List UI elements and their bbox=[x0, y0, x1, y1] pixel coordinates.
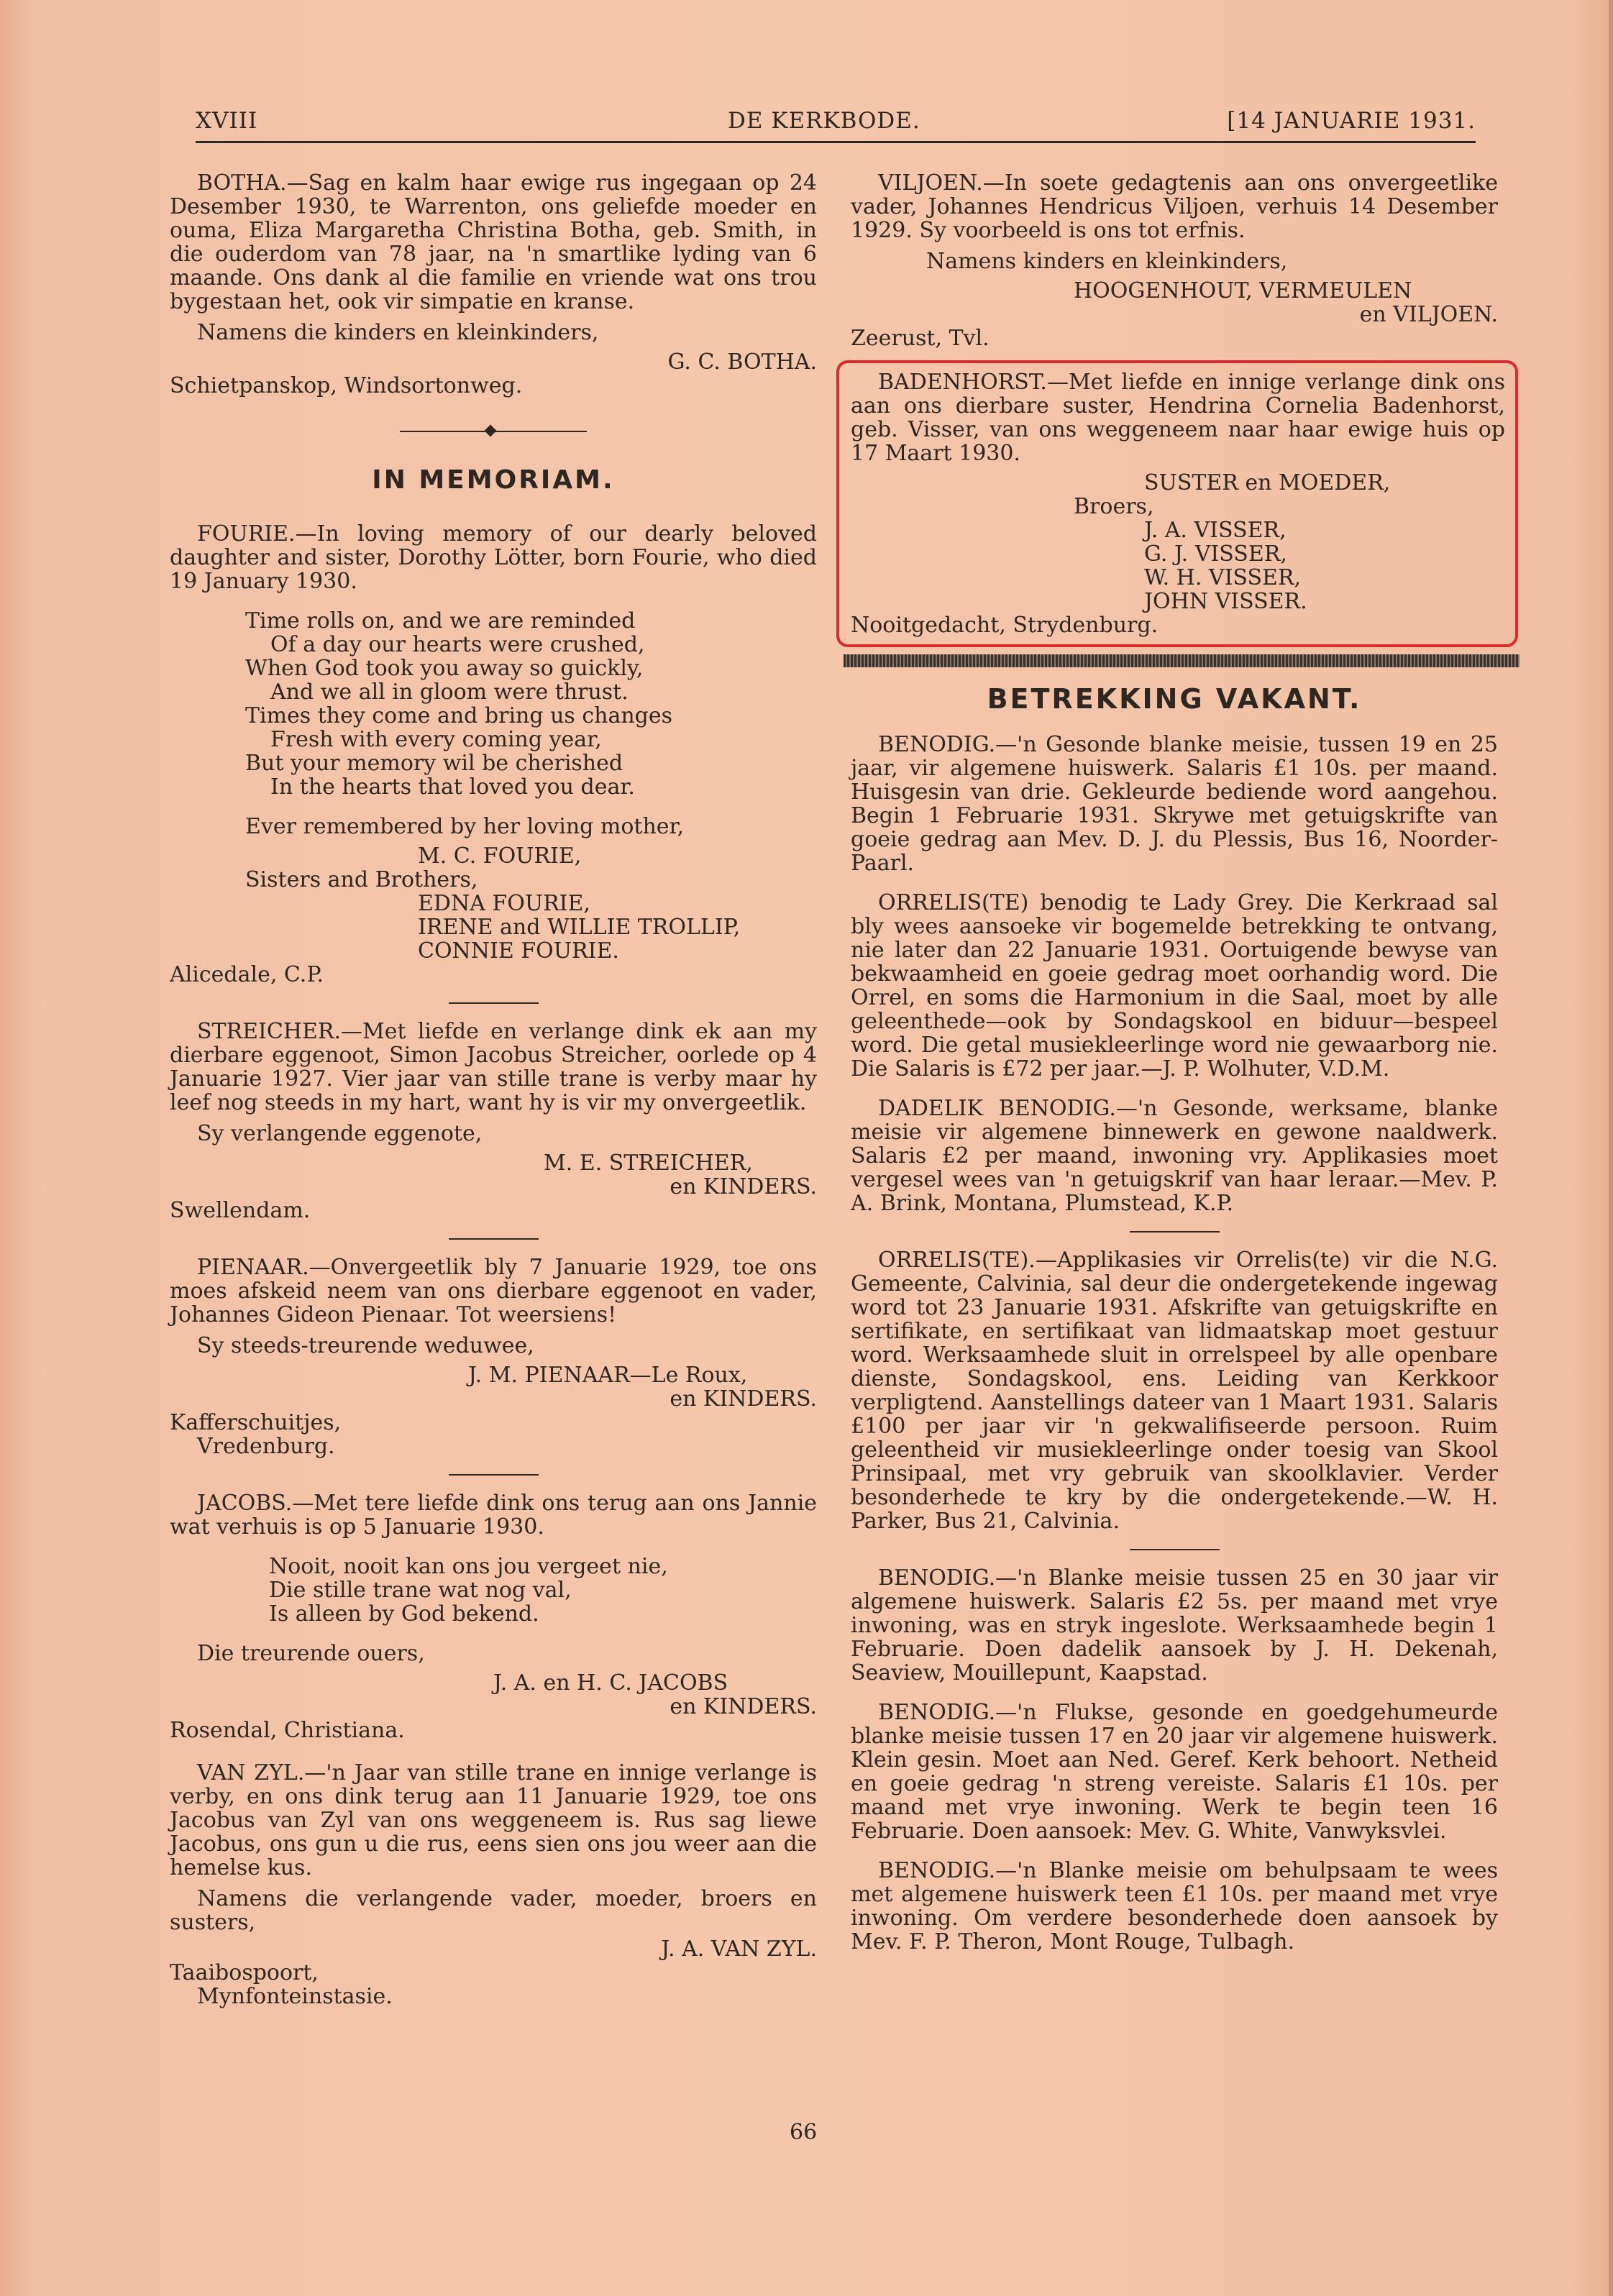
left-column bbox=[170, 171, 817, 2018]
right-column bbox=[851, 170, 1505, 1964]
notice-place: Mynfonteinstasie. bbox=[197, 1984, 393, 2009]
notice-from: Sy verlangende eggenote, bbox=[197, 1121, 483, 1146]
divider bbox=[449, 1238, 539, 1240]
header-rule bbox=[196, 141, 1476, 143]
signature-line: W. H. VISSER, bbox=[1144, 565, 1302, 590]
signature-block bbox=[170, 1671, 817, 1719]
ad-item bbox=[851, 1701, 1498, 1843]
signature-line: J. A. VISSER, bbox=[1144, 518, 1287, 543]
signature-line: Broers, bbox=[1074, 494, 1154, 519]
notice-text: FOURIE.—In loving memory of our dearly beloved daughter and sister, Dorothy Lötter, born Fourie, who died 19 January 1930. bbox=[170, 521, 817, 594]
poem-line: Fresh with every coming year, bbox=[270, 727, 602, 752]
poem-line: Of a day our hearts were crushed, bbox=[270, 632, 645, 657]
poem-line: But your memory wil be cherished bbox=[245, 751, 623, 776]
signature-line: en KINDERS. bbox=[670, 1694, 817, 1719]
poem-line: Nooit, nooit kan ons jou vergeet nie, bbox=[269, 1554, 668, 1579]
publication-title: DE KERKBODE. bbox=[728, 108, 920, 134]
notice-place: Schietpanskop, Windsortonweg. bbox=[170, 373, 523, 398]
poem-line: Time rolls on, and we are reminded bbox=[245, 608, 636, 634]
notice-place: Kafferschuitjes, bbox=[170, 1410, 342, 1435]
poem-line: Times they come and bring us changes bbox=[245, 703, 673, 728]
ad-text: BENODIG.—'n Blanke meisie tussen 25 en 30 jaar vir algemene huiswerk. Salaris £2 5s. per maand met vrye inwoning, was en stryk ingeslote. Werksaamhede begin 1 Februarie. Doen dadelik aansoek by J. H. Dekenah, Seaview, Mouillepunt, Kaapstad. bbox=[851, 1565, 1498, 1686]
notice-namens: Namens kinders en kleinkinders, bbox=[926, 249, 1288, 274]
ad-text: ORRELIS(TE) benodig te Lady Grey. Die Kerkraad sal bly wees aansoeke vir bogemelde betrekking te ontvang, nie later dan 22 Januarie 1931. Oortuigende bewyse van bekwaamheid en goeie gedrag moet oorhandig word. Die Orrel, en soms die Harmonium in die Saal, moet by alle geleenthede—ook by Sondagskool en biduur—bespeel word. Die getal musiekleerlinge word nie gewaarborg nie. Die Salaris is £72 per jaar.—J. P. Wolhuter, V.D.M. bbox=[851, 890, 1498, 1081]
ad-item bbox=[851, 1859, 1498, 1954]
notice-place: Zeerust, Tvl. bbox=[851, 326, 990, 351]
notice-place: Swellendam. bbox=[170, 1198, 311, 1223]
signature-line: JOHN VISSER. bbox=[1144, 589, 1307, 614]
signature-block bbox=[170, 1363, 817, 1411]
section-title-betrekking-vakant: BETREKKING VAKANT. bbox=[987, 683, 1362, 715]
signature-block bbox=[170, 1151, 817, 1199]
poem-line: Die stille trane wat nog val, bbox=[269, 1578, 572, 1603]
notice-streicher bbox=[170, 1020, 817, 1222]
notice-text: BOTHA.—Sag en kalm haar ewige rus ingegaan op 24 Desember 1930, te Warrenton, ons geliefde moeder en ouma, Eliza Margaretha Christina Botha, geb. Smith, in die ouderdom van 78 jaar, na 'n smartlike lyding van 6 maande. Ons dank al die familie en vriende wat ons trou bygestaan het, ook vir simpatie en kranse. bbox=[170, 170, 817, 314]
section-title-in-memoriam: IN MEMORIAM. bbox=[372, 465, 615, 495]
ornamental-divider bbox=[400, 426, 587, 436]
notice-viljoen bbox=[851, 171, 1498, 350]
poem-line: When God took you away so guickly, bbox=[245, 656, 644, 681]
signature-line: Sisters and Brothers, bbox=[245, 867, 478, 892]
notice-namens: Namens die verlangende vader, moeder, broers en susters, bbox=[170, 1886, 817, 1935]
notice-text: JACOBS.—Met tere liefde dink ons terug aan ons Jannie wat verhuis is op 5 Januarie 1930. bbox=[170, 1491, 817, 1540]
notice-place: Nooitgedacht, Strydenburg. bbox=[851, 613, 1159, 638]
signature-line: en VILJOEN. bbox=[1359, 302, 1498, 327]
issue-date: [14 JANUARIE 1931. bbox=[1227, 108, 1476, 134]
notice-text: VAN ZYL.—'n Jaar van stille trane en innige verlange is verby, en ons dink terug aan 11 Januarie 1929, toe ons Jacobus van Zyl van ons weggeneem is. Rus sag liewe Jacobus, ons gun u die rus, eens sien ons jou weer aan die hemelse kus. bbox=[170, 1760, 817, 1880]
divider bbox=[449, 1002, 539, 1004]
ad-text: BENODIG.—'n Gesonde blanke meisie, tussen 19 en 25 jaar, vir algemene huiswerk. Salaris £1 10s. per maand. Huisgesin van drie. Gekleurde bediende word aangehou. Begin 1 Februarie 1931. Skrywe met getuigskrifte van goeie gedrag aan Mev. D. J. du Plessis, Bus 16, Noorder-Paarl. bbox=[851, 732, 1498, 876]
notice-text: VILJOEN.—In soete gedagtenis aan ons onvergeetlike vader, Johannes Hendricus Viljoen, verhuis 14 Desember 1929. Sy voorbeeld is ons tot erfnis. bbox=[851, 170, 1498, 243]
notice-from: Die treurende ouers, bbox=[197, 1641, 425, 1666]
poem bbox=[269, 1555, 817, 1626]
ad-item bbox=[851, 1097, 1498, 1215]
signature-line: J. A. en H. C. JACOBS bbox=[493, 1670, 728, 1696]
notice-text: BADENHORST.—Met liefde en innige verlange dink ons aan ons dierbare suster, Hendrina Cornelia Badenhorst, geb. Visser, van ons weggeneem naar haar ewige huis op 17 Maart 1930. bbox=[851, 370, 1505, 466]
page-number-roman: XVIII bbox=[196, 108, 258, 134]
ad-item bbox=[851, 1566, 1498, 1685]
notice-text: PIENAAR.—Onvergeetlik bly 7 Januarie 1929, toe ons moes afskeid neem van ons dierbare eggenoot en vader, Johannes Gideon Pienaar. Tot weersiens! bbox=[170, 1255, 817, 1327]
notice-namens: Namens die kinders en kleinkinders, bbox=[197, 320, 599, 345]
page-header bbox=[196, 108, 1476, 141]
ad-text: ORRELIS(TE).—Applikasies vir Orrelis(te) vir die N.G. Gemeente, Calvinia, sal deur die ondergetekende ingewag word tot 23 Januarie 1931. Afskrifte van getuigskrifte en sertifikate, en sertifikaat van lidmaatskap moet gestuur word. Werksaamhede sluit in orrelspeel by alle openbare dienste, Sondagskool, ens. Leiding van Kerkkoor verpligtend. Aanstellings dateer van 1 Maart 1931. Salaris £100 per jaar vir 'n gekwalifiseerde persoon. Ruim geleentheid vir musiekleerlinge onder toesig van Skool Prinsipaal, met vry gebruik van skoolklavier. Verder besonderhede te kry by die ondergetekende.—W. H. Parker, Bus 21, Calvinia. bbox=[851, 1248, 1498, 1534]
notice-place: Taaibospoort, bbox=[170, 1960, 319, 1985]
signature-block bbox=[170, 844, 817, 963]
poem-line: Is alleen by God bekend. bbox=[269, 1601, 539, 1627]
notice-text: STREICHER.—Met liefde en verlange dink ek aan my dierbare eggenoot, Simon Jacobus Streicher, oorlede op 4 Januarie 1927. Vier jaar van stille trane is verby maar hy leef nog steeds in my hart, want hy is vir my onvergeetlik. bbox=[170, 1019, 817, 1115]
signature-line: M. C. FOURIE, bbox=[418, 843, 582, 869]
page-folio: 66 bbox=[790, 2120, 818, 2145]
signature-line: EDNA FOURIE, bbox=[418, 891, 590, 916]
notice-from: Sy steeds-treurende weduwee, bbox=[197, 1333, 534, 1358]
notice-place: Rosendal, Christiana. bbox=[170, 1718, 405, 1743]
poem-line: In the hearts that loved you dear. bbox=[270, 774, 635, 800]
notice-botha bbox=[170, 171, 817, 398]
notice-place: Vredenburg. bbox=[197, 1434, 335, 1459]
notice-vanzyl bbox=[170, 1761, 817, 2008]
notice-signature: J. A. VAN ZYL. bbox=[661, 1936, 817, 1962]
divider bbox=[449, 1474, 539, 1476]
ad-item bbox=[851, 1248, 1498, 1533]
signature-line: CONNIE FOURIE. bbox=[418, 938, 619, 964]
notice-fourie bbox=[170, 522, 817, 987]
notice-signature: G. C. BOTHA. bbox=[667, 349, 817, 375]
ad-item bbox=[851, 733, 1498, 875]
signature-line: en KINDERS. bbox=[670, 1174, 817, 1199]
ad-item bbox=[851, 891, 1498, 1081]
notice-jacobs bbox=[170, 1491, 817, 1742]
highlighted-notice-badenhorst bbox=[836, 360, 1518, 647]
signature-line: en KINDERS. bbox=[670, 1386, 817, 1412]
ad-text: BENODIG.—'n Blanke meisie om behulpsaam te wees met algemene huiswerk teen £1 10s. per maand met vrye inwoning. Om verdere besonderhede doen aansoek by Mev. F. P. Theron, Mont Rouge, Tulbagh. bbox=[851, 1858, 1498, 1954]
divider bbox=[1130, 1231, 1220, 1232]
poem-line: And we all in gloom were thrust. bbox=[270, 680, 629, 705]
decorative-band bbox=[844, 654, 1520, 667]
notice-remembered: Ever remembered by her loving mother, bbox=[245, 814, 685, 839]
divider bbox=[1130, 1549, 1220, 1550]
signature-block bbox=[851, 471, 1505, 613]
ad-text: BENODIG.—'n Flukse, gesonde en goedgehumeurde blanke meisie tussen 17 en 20 jaar vir algemene huiswerk. Klein gesin. Moet aan Ned. Geref. Kerk behoort. Netheid en goeie gedrag 'n streng vereiste. Salaris £1 10s. per maand met vrye inwoning. Werk te begin teen 16 Februarie. Doen aansoek: Mev. G. White, Vanwyksvlei. bbox=[851, 1700, 1498, 1844]
signature-line: IRENE and WILLIE TROLLIP, bbox=[418, 915, 741, 940]
ad-text: DADELIK BENODIG.—'n Gesonde, werksame, blanke meisie vir algemene binnewerk en gewone naaldwerk. Salaris £2 per maand, inwoning vry. Applikasies moet vergesel wees van 'n getuigskrif van haar leraar.—Mev. P. A. Brink, Montana, Plumstead, K.P. bbox=[851, 1096, 1498, 1216]
signature-line: M. E. STREICHER, bbox=[544, 1151, 753, 1176]
paper-edge bbox=[1609, 0, 1613, 2296]
signature-line: HOOGENHOUT, VERMEULEN bbox=[1074, 278, 1412, 303]
poem bbox=[245, 609, 817, 799]
signature-block bbox=[851, 279, 1498, 326]
notice-pienaar bbox=[170, 1256, 817, 1458]
signature-line: SUSTER en MOEDER, bbox=[1144, 470, 1391, 495]
signature-line: G. J. VISSER, bbox=[1144, 541, 1287, 567]
signature-line: J. M. PIENAAR—Le Roux, bbox=[468, 1363, 748, 1388]
notice-place: Alicedale, C.P. bbox=[170, 962, 324, 987]
